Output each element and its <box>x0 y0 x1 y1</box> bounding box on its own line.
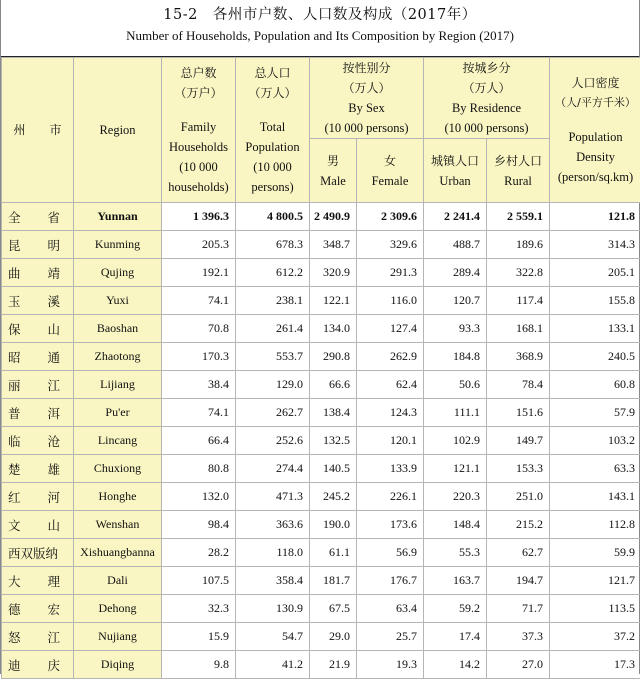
city-char: 昆 <box>8 236 21 254</box>
cell-rural: 62.7 <box>487 539 550 567</box>
cell-density: 103.2 <box>550 427 640 455</box>
city-char: 江 <box>47 628 60 646</box>
cell-rural: 151.6 <box>487 399 550 427</box>
table-row <box>2 343 640 371</box>
table-row <box>2 203 640 231</box>
header-urban <box>424 139 487 203</box>
cell-female: 262.9 <box>357 343 424 371</box>
cell-rural: 27.0 <box>487 651 550 679</box>
city-char: 通 <box>47 348 60 366</box>
cell-region: Zhaotong <box>74 343 162 371</box>
city-name <box>8 460 60 478</box>
cell-population: 261.4 <box>236 315 310 343</box>
urban-cn: 城镇人口 <box>424 151 486 171</box>
cell-rural: 215.2 <box>487 511 550 539</box>
cell-female: 63.4 <box>357 595 424 623</box>
cell-region: Pu'er <box>74 399 162 427</box>
cell-households: 28.2 <box>162 539 236 567</box>
male-cn: 男 <box>310 151 356 171</box>
density-en1: Population <box>550 127 640 147</box>
cell-rural: 149.7 <box>487 427 550 455</box>
cell-rural: 78.4 <box>487 371 550 399</box>
table-title <box>1 0 639 57</box>
table-row <box>2 455 640 483</box>
cell-city <box>2 567 74 595</box>
cell-households: 205.3 <box>162 231 236 259</box>
table-row <box>2 371 640 399</box>
cell-population: 612.2 <box>236 259 310 287</box>
city-char: 保 <box>8 320 21 338</box>
cell-population: 358.4 <box>236 567 310 595</box>
cell-urban: 163.7 <box>424 567 487 595</box>
cell-population: 363.6 <box>236 511 310 539</box>
header-city: 州 市 <box>2 58 74 203</box>
cell-urban: 55.3 <box>424 539 487 567</box>
cell-region: Yuxi <box>74 287 162 315</box>
cell-density: 314.3 <box>550 231 640 259</box>
header-sex <box>310 58 424 139</box>
cell-male: 348.7 <box>310 231 357 259</box>
cell-urban: 120.7 <box>424 287 487 315</box>
cell-city <box>2 511 74 539</box>
cell-rural: 2 559.1 <box>487 203 550 231</box>
cell-male: 320.9 <box>310 259 357 287</box>
cell-city <box>2 483 74 511</box>
cell-rural: 71.7 <box>487 595 550 623</box>
cell-population: 118.0 <box>236 539 310 567</box>
cell-rural: 117.4 <box>487 287 550 315</box>
city-char: 山 <box>47 516 60 534</box>
cell-male: 138.4 <box>310 399 357 427</box>
city-char: 丽 <box>8 376 21 394</box>
households-en4: households) <box>162 177 235 197</box>
cell-female: 120.1 <box>357 427 424 455</box>
city-name <box>8 264 60 282</box>
city-name <box>8 208 60 226</box>
header-households <box>162 58 236 203</box>
city-char: 曲 <box>8 264 21 282</box>
table-row <box>2 567 640 595</box>
cell-urban: 14.2 <box>424 651 487 679</box>
table-row <box>2 259 640 287</box>
cell-households: 66.4 <box>162 427 236 455</box>
residence-en2: (10 000 persons) <box>424 118 549 138</box>
city-name <box>8 516 60 534</box>
cell-density: 112.8 <box>550 511 640 539</box>
cell-density: 63.3 <box>550 455 640 483</box>
cell-density: 143.1 <box>550 483 640 511</box>
city-name: 西双版纳 <box>8 544 73 562</box>
cell-region: Qujing <box>74 259 162 287</box>
cell-rural: 194.7 <box>487 567 550 595</box>
cell-rural: 153.3 <box>487 455 550 483</box>
cell-male: 245.2 <box>310 483 357 511</box>
city-char: 靖 <box>47 264 60 282</box>
residence-cn: 按城乡分 <box>424 58 549 78</box>
city-name <box>8 348 60 366</box>
city-char: 临 <box>8 432 21 450</box>
cell-density: 113.5 <box>550 595 640 623</box>
cell-city <box>2 287 74 315</box>
table-row <box>2 595 640 623</box>
table-row <box>2 231 640 259</box>
cell-density: 37.2 <box>550 623 640 651</box>
rural-cn: 乡村人口 <box>487 151 549 171</box>
city-char: 雄 <box>47 460 60 478</box>
cell-households: 38.4 <box>162 371 236 399</box>
city-char: 玉 <box>8 292 21 310</box>
cell-urban: 59.2 <box>424 595 487 623</box>
city-name <box>8 656 60 674</box>
cell-population: 238.1 <box>236 287 310 315</box>
cell-density: 17.3 <box>550 651 640 679</box>
sex-cn: 按性别分 <box>310 58 423 78</box>
cell-density: 60.8 <box>550 371 640 399</box>
cell-population: 553.7 <box>236 343 310 371</box>
cell-households: 132.0 <box>162 483 236 511</box>
cell-city <box>2 231 74 259</box>
cell-female: 226.1 <box>357 483 424 511</box>
cell-region: Xishuangbanna <box>74 539 162 567</box>
cell-households: 170.3 <box>162 343 236 371</box>
city-char: 全 <box>8 208 21 226</box>
cell-female: 127.4 <box>357 315 424 343</box>
cell-rural: 168.1 <box>487 315 550 343</box>
cell-region: Lincang <box>74 427 162 455</box>
city-name <box>8 236 60 254</box>
city-name <box>8 320 60 338</box>
cell-city <box>2 427 74 455</box>
cell-urban: 488.7 <box>424 231 487 259</box>
cell-city <box>2 651 74 679</box>
city-char: 怒 <box>8 628 21 646</box>
cell-urban: 102.9 <box>424 427 487 455</box>
sex-cn-unit: （万人） <box>310 78 423 98</box>
cell-urban: 220.3 <box>424 483 487 511</box>
cell-density: 121.7 <box>550 567 640 595</box>
residence-cn-unit: （万人） <box>424 78 549 98</box>
population-cn-unit: （万人） <box>236 83 309 103</box>
cell-density: 240.5 <box>550 343 640 371</box>
cell-region: Nujiang <box>74 623 162 651</box>
cell-female: 62.4 <box>357 371 424 399</box>
city-name <box>8 292 60 310</box>
cell-households: 32.3 <box>162 595 236 623</box>
city-name <box>8 376 60 394</box>
city-char: 江 <box>47 376 60 394</box>
cell-female: 124.3 <box>357 399 424 427</box>
cell-region: Baoshan <box>74 315 162 343</box>
cell-households: 9.8 <box>162 651 236 679</box>
title-english: Number of Households, Population and Its Composition by Region (2017) <box>1 25 639 47</box>
table-row <box>2 483 640 511</box>
cell-male: 290.8 <box>310 343 357 371</box>
city-char: 河 <box>47 488 60 506</box>
city-char: 红 <box>8 488 21 506</box>
city-name <box>8 600 60 618</box>
urban-en: Urban <box>424 171 486 191</box>
city-char: 楚 <box>8 460 21 478</box>
density-cn: 人口密度 <box>550 73 640 93</box>
population-table <box>1 57 640 679</box>
cell-population: 129.0 <box>236 371 310 399</box>
cell-rural: 368.9 <box>487 343 550 371</box>
cell-density: 57.9 <box>550 399 640 427</box>
cell-male: 181.7 <box>310 567 357 595</box>
cell-male: 122.1 <box>310 287 357 315</box>
city-char: 洱 <box>47 404 60 422</box>
city-char: 昭 <box>8 348 21 366</box>
cell-region: Yunnan <box>74 203 162 231</box>
table-row <box>2 623 640 651</box>
density-cn-unit: （人/平方千米） <box>550 93 640 113</box>
cell-female: 176.7 <box>357 567 424 595</box>
city-char: 德 <box>8 600 21 618</box>
cell-male: 66.6 <box>310 371 357 399</box>
households-en2: Households <box>162 137 235 157</box>
cell-region: Chuxiong <box>74 455 162 483</box>
population-en3: (10 000 <box>236 157 309 177</box>
cell-households: 107.5 <box>162 567 236 595</box>
cell-rural: 189.6 <box>487 231 550 259</box>
cell-population: 130.9 <box>236 595 310 623</box>
city-name <box>8 572 60 590</box>
city-name <box>8 628 60 646</box>
cell-female: 291.3 <box>357 259 424 287</box>
cell-density: 59.9 <box>550 539 640 567</box>
header-region: Region <box>74 58 162 203</box>
header-density <box>550 58 640 203</box>
cell-city <box>2 203 74 231</box>
cell-male: 61.1 <box>310 539 357 567</box>
sex-en2: (10 000 persons) <box>310 118 423 138</box>
table-row <box>2 539 640 567</box>
cell-city <box>2 315 74 343</box>
cell-female: 116.0 <box>357 287 424 315</box>
cell-population: 4 800.5 <box>236 203 310 231</box>
cell-region: Diqing <box>74 651 162 679</box>
cell-households: 1 396.3 <box>162 203 236 231</box>
cell-female: 173.6 <box>357 511 424 539</box>
cell-male: 29.0 <box>310 623 357 651</box>
city-char: 迪 <box>8 656 21 674</box>
density-en3: (person/sq.km) <box>550 167 640 187</box>
header-female <box>357 139 424 203</box>
cell-region: Dali <box>74 567 162 595</box>
population-en2: Population <box>236 137 309 157</box>
cell-female: 56.9 <box>357 539 424 567</box>
cell-households: 15.9 <box>162 623 236 651</box>
cell-region: Honghe <box>74 483 162 511</box>
cell-region: Wenshan <box>74 511 162 539</box>
city-char: 溪 <box>47 292 60 310</box>
cell-population: 41.2 <box>236 651 310 679</box>
cell-population: 252.6 <box>236 427 310 455</box>
households-en1: Family <box>162 117 235 137</box>
cell-urban: 148.4 <box>424 511 487 539</box>
cell-male: 21.9 <box>310 651 357 679</box>
cell-city <box>2 399 74 427</box>
table-row <box>2 399 640 427</box>
cell-region: Lijiang <box>74 371 162 399</box>
city-name <box>8 404 60 422</box>
cell-urban: 93.3 <box>424 315 487 343</box>
cell-male: 134.0 <box>310 315 357 343</box>
female-en: Female <box>357 171 423 191</box>
population-en4: persons) <box>236 177 309 197</box>
cell-female: 133.9 <box>357 455 424 483</box>
cell-city <box>2 343 74 371</box>
header-rural <box>487 139 550 203</box>
cell-rural: 322.8 <box>487 259 550 287</box>
city-name <box>8 488 60 506</box>
cell-male: 67.5 <box>310 595 357 623</box>
cell-urban: 17.4 <box>424 623 487 651</box>
cell-city <box>2 623 74 651</box>
cell-city <box>2 371 74 399</box>
cell-population: 678.3 <box>236 231 310 259</box>
table-body <box>2 203 640 679</box>
population-cn: 总人口 <box>236 63 309 83</box>
rural-en: Rural <box>487 171 549 191</box>
cell-rural: 37.3 <box>487 623 550 651</box>
cell-female: 19.3 <box>357 651 424 679</box>
cell-households: 80.8 <box>162 455 236 483</box>
cell-city <box>2 595 74 623</box>
cell-urban: 50.6 <box>424 371 487 399</box>
table-row <box>2 287 640 315</box>
households-cn-unit: （万户） <box>162 83 235 103</box>
table-row <box>2 511 640 539</box>
cell-density: 121.8 <box>550 203 640 231</box>
cell-city <box>2 539 74 567</box>
table-row <box>2 651 640 679</box>
male-en: Male <box>310 171 356 191</box>
cell-households: 70.8 <box>162 315 236 343</box>
cell-male: 132.5 <box>310 427 357 455</box>
cell-density: 205.1 <box>550 259 640 287</box>
cell-urban: 2 241.4 <box>424 203 487 231</box>
residence-en1: By Residence <box>424 98 549 118</box>
cell-region: Dehong <box>74 595 162 623</box>
cell-rural: 251.0 <box>487 483 550 511</box>
households-en3: (10 000 <box>162 157 235 177</box>
cell-population: 274.4 <box>236 455 310 483</box>
cell-households: 74.1 <box>162 287 236 315</box>
cell-population: 54.7 <box>236 623 310 651</box>
city-char: 庆 <box>47 656 60 674</box>
cell-population: 471.3 <box>236 483 310 511</box>
table-row <box>2 315 640 343</box>
title-chinese: 15-2 各州市户数、人口数及构成（2017年） <box>1 5 639 25</box>
city-char: 文 <box>8 516 21 534</box>
cell-male: 2 490.9 <box>310 203 357 231</box>
cell-urban: 111.1 <box>424 399 487 427</box>
city-char: 大 <box>8 572 21 590</box>
cell-density: 133.1 <box>550 315 640 343</box>
cell-population: 262.7 <box>236 399 310 427</box>
header-population <box>236 58 310 203</box>
cell-female: 2 309.6 <box>357 203 424 231</box>
cell-city <box>2 259 74 287</box>
cell-households: 74.1 <box>162 399 236 427</box>
header-male <box>310 139 357 203</box>
city-char: 省 <box>47 208 60 226</box>
sex-en1: By Sex <box>310 98 423 118</box>
cell-urban: 184.8 <box>424 343 487 371</box>
cell-households: 192.1 <box>162 259 236 287</box>
table-row <box>2 427 640 455</box>
cell-region: Kunming <box>74 231 162 259</box>
cell-male: 140.5 <box>310 455 357 483</box>
header-residence <box>424 58 550 139</box>
city-char: 普 <box>8 404 21 422</box>
cell-city <box>2 455 74 483</box>
density-en2: Density <box>550 147 640 167</box>
city-char: 宏 <box>47 600 60 618</box>
city-char: 明 <box>47 236 60 254</box>
households-cn: 总户数 <box>162 63 235 83</box>
cell-households: 98.4 <box>162 511 236 539</box>
city-name <box>8 432 60 450</box>
city-char: 山 <box>47 320 60 338</box>
cell-male: 190.0 <box>310 511 357 539</box>
cell-urban: 121.1 <box>424 455 487 483</box>
cell-female: 25.7 <box>357 623 424 651</box>
city-char: 理 <box>47 572 60 590</box>
population-en1: Total <box>236 117 309 137</box>
cell-density: 155.8 <box>550 287 640 315</box>
cell-urban: 289.4 <box>424 259 487 287</box>
female-cn: 女 <box>357 151 423 171</box>
cell-female: 329.6 <box>357 231 424 259</box>
city-char: 沧 <box>47 432 60 450</box>
